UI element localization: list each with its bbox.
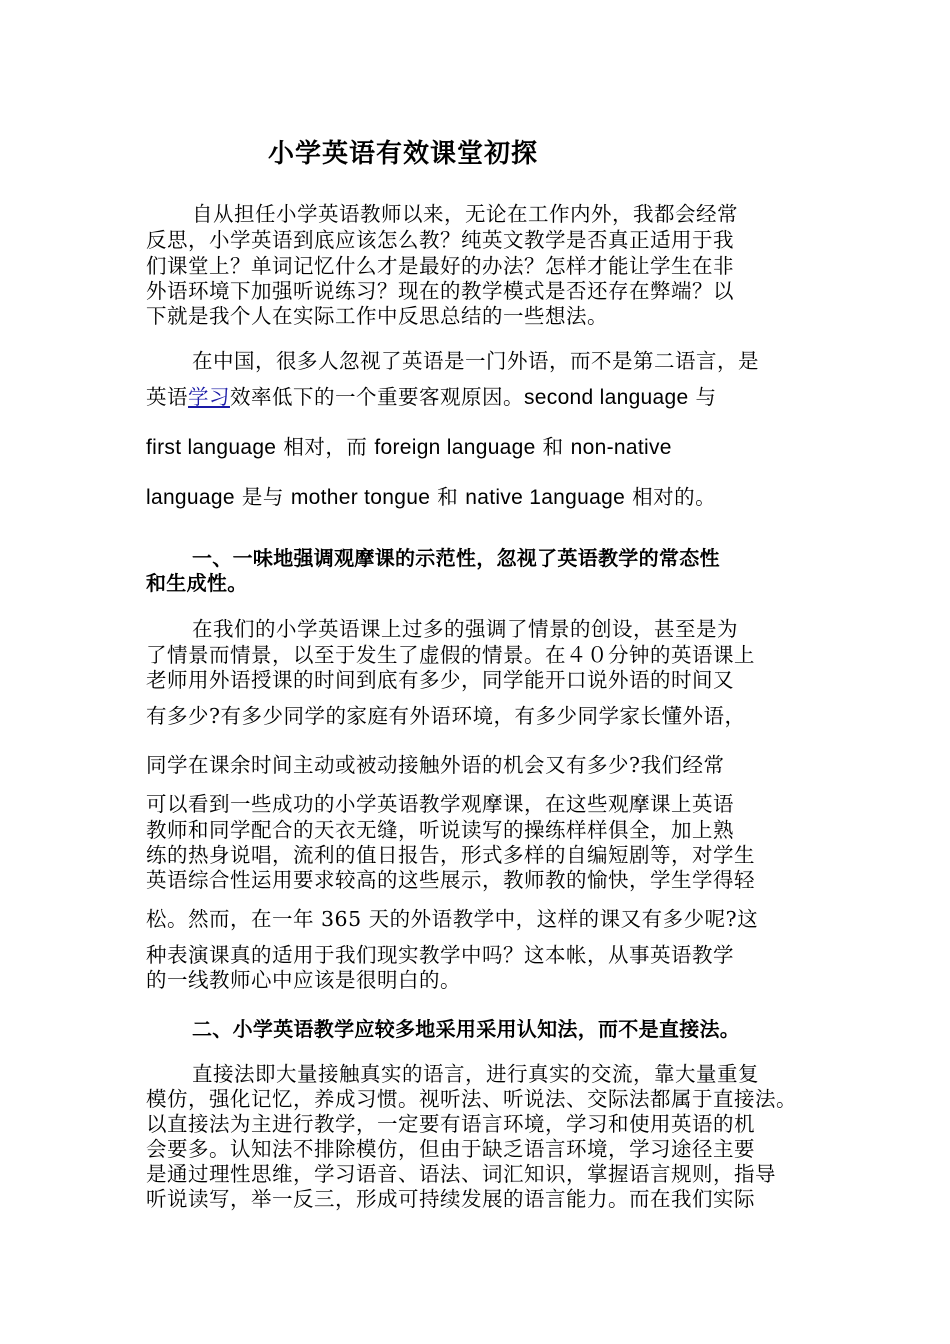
document-title: 小学英语有效课堂初探 (268, 139, 539, 169)
para4-line: 直接法即大量接触真实的语言，进行真实的交流，靠大量重复 (192, 1062, 759, 1086)
para2-english: native 1anguage (465, 486, 626, 509)
para2-line (146, 380, 717, 410)
para2-english: first language (146, 436, 277, 459)
para3-line: 同学在课余时间主动或被动接触外语的机会又有多少?我们经常 (146, 753, 725, 777)
section-heading: 二、小学英语教学应较多地采用采用认知法，而不是直接法。 (192, 1017, 741, 1041)
study-link[interactable]: 学习 (188, 385, 230, 409)
para3-line: 有多少?有多少同学的家庭有外语环境，有多少同学家长懂外语， (146, 704, 746, 728)
para4-line: 会要多。认知法不排除模仿，但由于缺乏语言环境，学习途径主要 (146, 1137, 755, 1161)
para2-english: language (146, 486, 235, 509)
para2-line (146, 430, 672, 460)
para1-line: 自从担任小学英语教师以来，无论在工作内外，我都会经常 (192, 202, 738, 226)
para3-line: 松。然而，在一年 365 天的外语教学中，这样的课又有多少呢?这 (146, 907, 759, 931)
para2-text: 英语 (146, 385, 188, 409)
para3-line: 可以看到一些成功的小学英语教学观摩课，在这些观摩课上英语 (146, 792, 734, 816)
para1-line: 下就是我个人在实际工作中反思总结的一些想法。 (146, 304, 608, 328)
para2-english: mother tongue (290, 486, 431, 509)
para4-line: 听说读写，举一反三，形成可持续发展的语言能力。而在我们实际 (146, 1187, 755, 1211)
para2-english: non-native (570, 436, 672, 459)
para2-english: foreign language (374, 436, 536, 459)
para3-line: 练的热身说唱，流利的值日报告，形式多样的自编短剧等，对学生 (146, 843, 755, 867)
section-heading: 和生成性。 (146, 571, 248, 595)
para2-line: 在中国，很多人忽视了英语是一门外语，而不是第二语言，是 (192, 349, 759, 373)
para3-line: 的一线教师心中应该是很明白的。 (146, 968, 461, 992)
para4-line: 以直接法为主进行教学，一定要有语言环境，学习和使用英语的机 (146, 1112, 755, 1136)
para2-text: 相对的。 (625, 485, 717, 509)
para3-line: 教师和同学配合的天衣无缝，听说读写的操练样样俱全，加上熟 (146, 818, 734, 842)
section-heading: 一、一味地强调观摩课的示范性，忽视了英语教学的常态性 (192, 546, 720, 570)
para1-line: 反思，小学英语到底应该怎么教？纯英文教学是否真正适用于我 (146, 228, 734, 252)
para3-line: 在我们的小学英语课上过多的强调了情景的创设，甚至是为 (192, 617, 738, 641)
para4-line: 是通过理性思维，学习语音、语法、词汇知识，掌握语言规则，指导 (146, 1162, 776, 1186)
para3-line: 英语综合性运用要求较高的这些展示，教师教的愉快，学生学得轻 (146, 868, 755, 892)
para2-text: 相对，而 (276, 435, 375, 459)
para2-text: 与 (688, 385, 717, 409)
para2-line (146, 480, 716, 510)
para2-text: 和 (535, 435, 571, 459)
para4-line: 模仿，强化记忆，养成习惯。视听法、听说法、交际法都属于直接法。 (146, 1087, 797, 1111)
para1-line: 外语环境下加强听说练习？现在的教学模式是否还存在弊端？以 (146, 279, 734, 303)
para2-text: 是与 (234, 485, 291, 509)
para3-line: 种表演课真的适用于我们现实教学中吗？这本帐，从事英语教学 (146, 943, 734, 967)
para3-line: 了情景而情景，以至于发生了虚假的情景。在４０分钟的英语课上 (146, 643, 755, 667)
para3-line: 老师用外语授课的时间到底有多少，同学能开口说外语的时间又 (146, 668, 734, 692)
para2-text: 和 (430, 485, 466, 509)
para1-line: 们课堂上？单词记忆什么才是最好的办法？怎样才能让学生在非 (146, 254, 734, 278)
para2-english: second language (524, 386, 689, 409)
para2-text: 效率低下的一个重要客观原因。 (230, 385, 524, 409)
